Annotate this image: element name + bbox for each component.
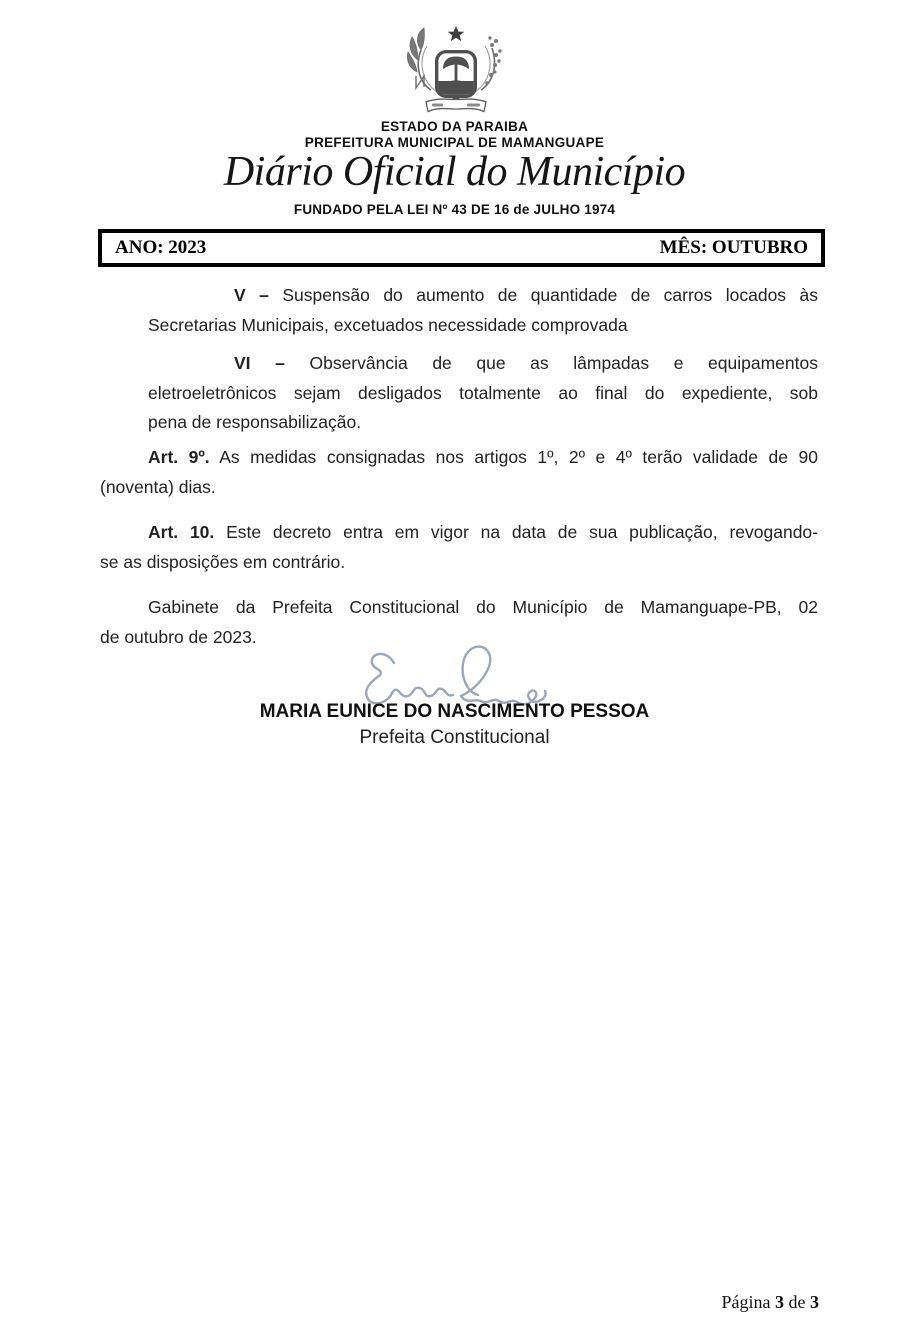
paragraph-item-vi: [148, 349, 818, 438]
signer-name: MARIA EUNICE DO NASCIMENTO PESSOA: [259, 701, 650, 722]
municipality-line: PREFEITURA MUNICIPAL DE MAMANGUAPE: [304, 135, 605, 150]
gazette-title: Diário Oficial do Município: [223, 149, 686, 195]
item-vi-text-line3: pena de responsabilização.: [148, 412, 362, 432]
issue-bar: [98, 229, 825, 267]
star-icon: [448, 26, 464, 41]
page-label: Página: [721, 1292, 771, 1312]
art-9-text: As medidas consignadas nos artigos 1º, 2º e 4º terão validade de 90: [219, 447, 818, 467]
art-10-lead: Art. 10.: [148, 522, 215, 542]
item-v-text-line2: Secretarias Municipais, excetuados necessidade comprovada: [148, 314, 628, 335]
coat-of-arms-emblem: [403, 24, 509, 120]
closing-text-line2: de outubro de 2023.: [100, 626, 257, 647]
right-branch: [481, 36, 502, 90]
paragraph-art-9: [100, 443, 818, 502]
shield-ground: [438, 81, 473, 95]
item-vi-lead: VI –: [234, 353, 285, 373]
state-line: ESTADO DA PARAIBA: [380, 119, 529, 134]
ribbon-banner: [426, 99, 486, 111]
left-branch: [407, 28, 431, 90]
founding-law-line: FUNDADO PELA LEI Nº 43 DE 16 de JULHO 1974: [293, 202, 616, 217]
art-10-text: Este decreto entra em vigor na data de sua publicação, revogando-: [226, 522, 818, 542]
item-vi-text: Observância de que as lâmpadas e equipamentos: [309, 353, 818, 373]
page-total: 3: [810, 1292, 819, 1312]
item-v-lead: V –: [234, 285, 269, 305]
page-number: [722, 1292, 820, 1313]
year-label: ANO: 2023: [115, 237, 207, 258]
item-vi-text-line2: eletroeletrônicos sejam desligados totalmente ao final do expediente, sob: [148, 382, 818, 403]
paragraph-art-10: [100, 518, 818, 577]
art-9-text-line2: (noventa) dias.: [100, 476, 216, 497]
paragraph-item-v: [148, 281, 818, 340]
signer-role: Prefeita Constitucional: [359, 727, 550, 748]
page-current: 3: [775, 1292, 784, 1312]
art-10-text-line2: se as disposições em contrário.: [100, 551, 346, 572]
item-v-text: Suspensão do aumento de quantidade de carros locados às: [282, 285, 818, 305]
art-9-lead: Art. 9º.: [148, 447, 210, 467]
month-label: MÊS: OUTUBRO: [659, 237, 808, 258]
shield: [435, 50, 477, 102]
closing-text: Gabinete da Prefeita Constitucional do Município de Mamanguape-PB, 02: [148, 597, 818, 617]
page-separator: de: [788, 1292, 806, 1312]
